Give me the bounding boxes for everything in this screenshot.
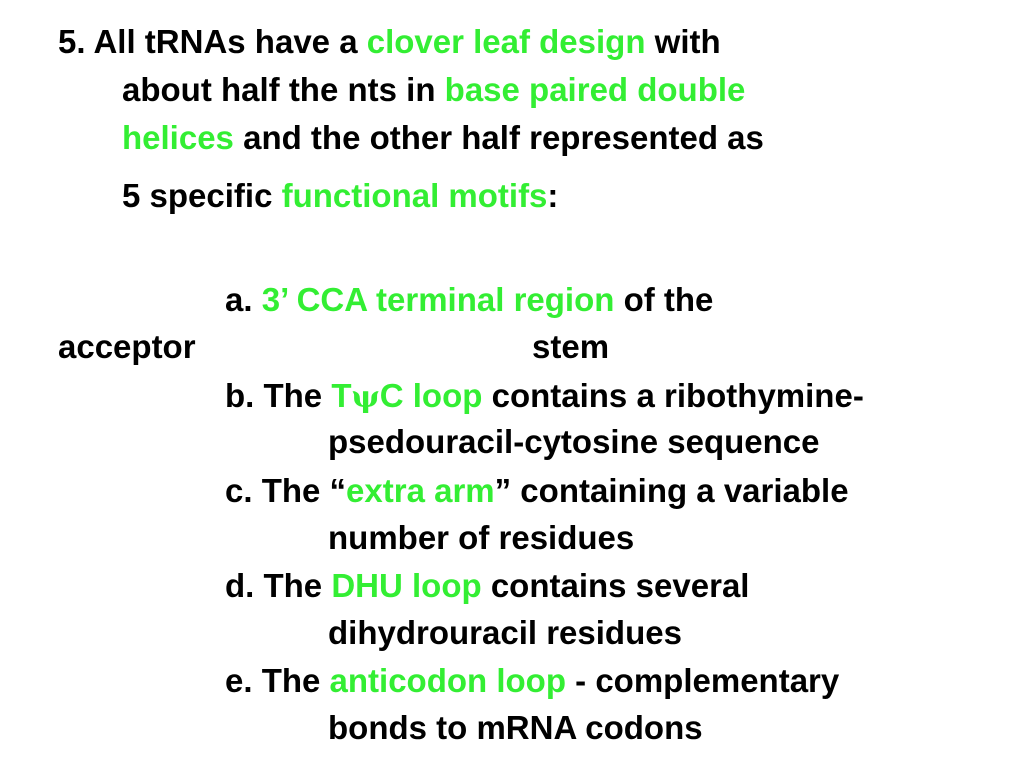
item-b-highlight-t: T <box>331 377 352 414</box>
item-d-line2: dihydrouracil residues <box>328 614 682 651</box>
item-a-wrap-left: acceptor <box>58 328 196 365</box>
item-d-line1 <box>225 566 749 606</box>
item-b-marker: b. The <box>225 377 332 414</box>
item-b-line1 <box>225 376 864 418</box>
item-a-wrap-right: stem <box>532 328 610 365</box>
point5-highlight-clover-leaf: clover leaf design <box>366 23 646 60</box>
point5-line2 <box>122 70 745 110</box>
point5-line4-prefix: 5 specific <box>122 177 282 214</box>
item-a-prime: ’ <box>280 281 288 318</box>
point5-line3-suffix: and the other half represented as <box>233 119 764 156</box>
item-e-line1 <box>225 661 839 701</box>
item-c-highlight: extra arm <box>346 472 495 509</box>
point5-line1-suffix: with <box>645 23 721 60</box>
item-a-number: 3 <box>261 281 281 318</box>
item-c-marker: c. The <box>225 472 330 509</box>
item-b-highlight-rest: C loop <box>379 377 483 414</box>
item-a-suffix: of the <box>614 281 714 318</box>
item-c-line1 <box>225 471 849 511</box>
point5-line1 <box>58 22 721 62</box>
item-a-marker: a. <box>225 281 262 318</box>
point5-line3 <box>122 118 764 158</box>
item-c-suffix: containing a variable <box>511 472 849 509</box>
item-a-highlight: CCA terminal region <box>287 281 615 318</box>
item-b-suffix: contains a ribothymine- <box>482 377 864 414</box>
point5-line1-prefix: 5. All tRNAs have a <box>58 23 367 60</box>
item-d-marker: d. The <box>225 567 332 604</box>
point5-highlight-functional-motifs: functional motifs <box>281 177 548 214</box>
item-e-marker: e. The <box>225 662 330 699</box>
item-d-highlight: DHU loop <box>331 567 482 604</box>
item-a-line1 <box>225 280 713 320</box>
point5-line2-prefix: about half the nts in <box>122 71 445 108</box>
item-c-open-quote: “ <box>329 472 347 509</box>
point5-highlight-base-paired: base paired double <box>444 71 746 108</box>
item-c-close-quote: ” <box>494 472 512 509</box>
item-e-highlight: anticodon loop <box>329 662 566 699</box>
item-c-line2: number of residues <box>328 519 635 556</box>
item-d-suffix: contains several <box>481 567 750 604</box>
point5-line4 <box>122 176 558 216</box>
item-e-line2: bonds to mRNA codons <box>328 709 703 746</box>
item-b-psi-symbol: ψ <box>351 380 380 415</box>
item-e-suffix: - complementary <box>566 662 840 699</box>
item-b-line2: psedouracil-cytosine sequence <box>328 423 820 460</box>
point5-line4-suffix: : <box>547 177 559 214</box>
point5-highlight-helices: helices <box>122 119 234 156</box>
